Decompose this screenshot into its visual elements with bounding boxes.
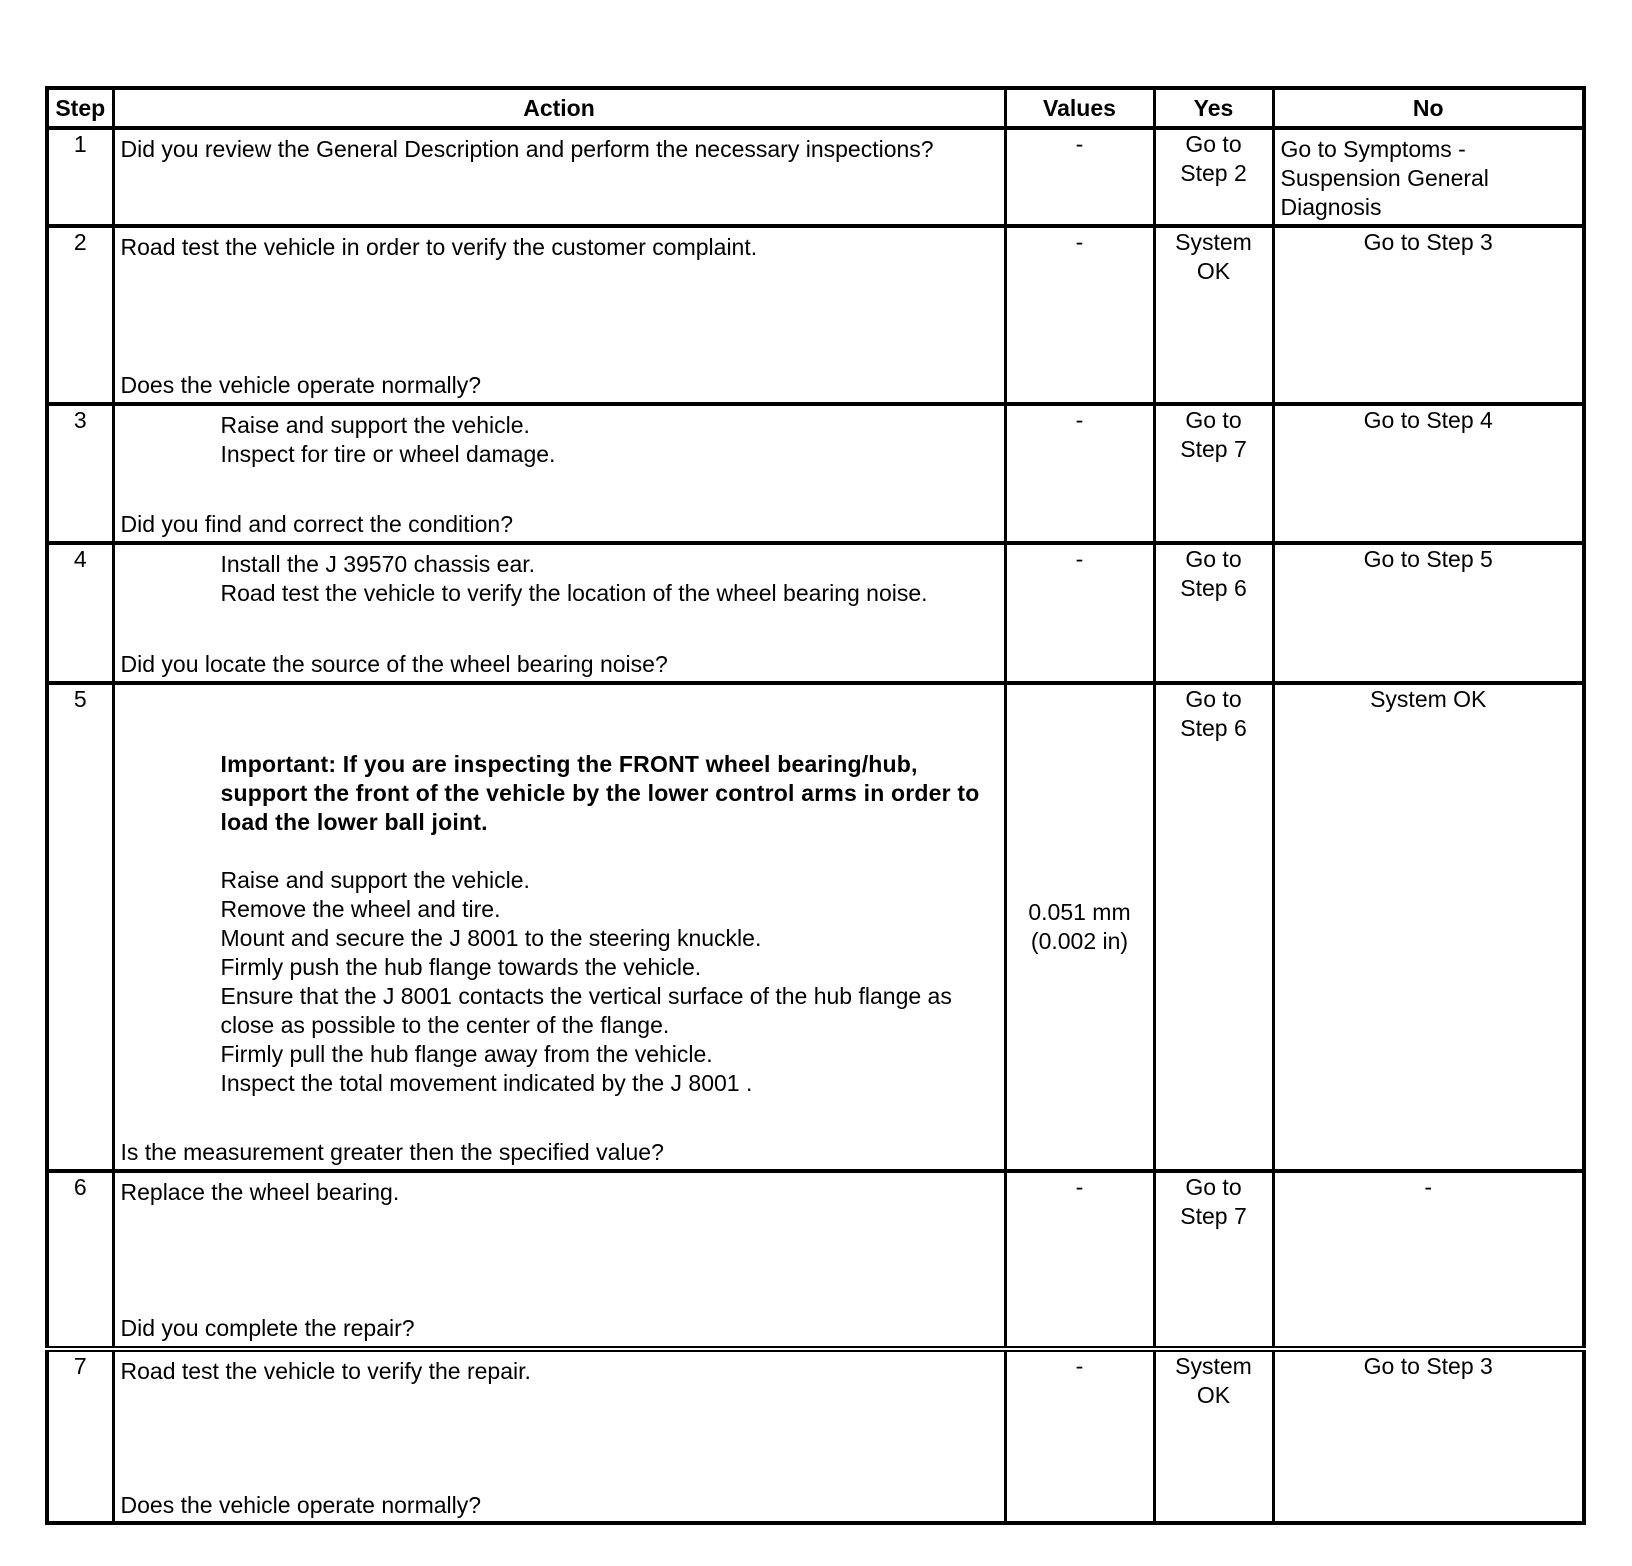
important-note: Important: If you are inspecting the FRONT wheel bearing/hub, support the front of the vehicle by the lower control arms in order to load the lower ball joint. [220, 751, 980, 835]
action-text: Road test the vehicle to verify the repair. [120, 1358, 531, 1384]
question-text: Does the vehicle operate normally? [120, 1492, 482, 1518]
action-cell [113, 128, 1005, 226]
action-text: Ensure that the J 8001 contacts the vertical surface of the hub flange as close as possible to the center of the flange. [220, 983, 952, 1038]
yes-line: Step 6 [1180, 715, 1247, 741]
action-cell [113, 226, 1005, 404]
yes-line: Go to [1185, 131, 1242, 157]
yes-line: Step 2 [1180, 160, 1247, 186]
action-text: Inspect the total movement indicated by the J 8001 . [220, 1070, 753, 1096]
question-text: Is the measurement greater then the specified value? [120, 1139, 664, 1165]
values-cell: - [1005, 1349, 1154, 1523]
yes-line: OK [1196, 258, 1231, 284]
action-cell [113, 543, 1005, 683]
action-cell [113, 683, 1005, 1171]
no-line: Go to Symptoms - [1280, 136, 1466, 162]
action-cell [113, 1171, 1005, 1349]
yes-cell [1154, 1349, 1273, 1523]
action-text: Road test the vehicle to verify the location of the wheel bearing noise. [220, 580, 928, 606]
step-number: 7 [47, 1349, 113, 1523]
yes-line: Go to [1185, 407, 1242, 433]
values-cell: - [1005, 128, 1154, 226]
values-cell: - [1005, 1171, 1154, 1349]
spacer [121, 837, 998, 866]
values-cell: - [1005, 404, 1154, 543]
no-cell: Go to Step 3 [1273, 226, 1584, 404]
yes-line: Step 7 [1180, 1203, 1247, 1229]
table-row-step-2 [47, 226, 1584, 404]
header-yes: Yes [1154, 88, 1273, 128]
yes-line: Go to [1185, 546, 1242, 572]
header-action: Action [113, 88, 1005, 128]
yes-cell [1154, 128, 1273, 226]
header-row [47, 88, 1584, 128]
action-text: Replace the wheel bearing. [120, 1179, 400, 1205]
action-cell [113, 1349, 1005, 1523]
yes-line: System [1175, 229, 1252, 255]
step-number: 2 [47, 226, 113, 404]
table-row-step-7 [47, 1349, 1584, 1523]
values-cell: - [1005, 543, 1154, 683]
no-cell: Go to Step 3 [1273, 1349, 1584, 1523]
action-cell [113, 404, 1005, 543]
table-row-step-5 [47, 683, 1584, 1171]
value-imperial: (0.002 in) [1030, 928, 1129, 954]
step-number: 5 [47, 683, 113, 1171]
question-text: Did you complete the repair? [120, 1315, 415, 1341]
step-number: 6 [47, 1171, 113, 1349]
step-number: 4 [47, 543, 113, 683]
yes-cell [1154, 543, 1273, 683]
action-text: Firmly push the hub flange towards the vehicle. [220, 954, 702, 980]
values-cell: - [1005, 226, 1154, 404]
action-text: Install the J 39570 chassis ear. [220, 551, 536, 577]
no-cell: Go to Step 4 [1273, 404, 1584, 543]
action-text: Inspect for tire or wheel damage. [220, 441, 556, 467]
question-text: Did you locate the source of the wheel bearing noise? [120, 651, 668, 677]
yes-cell [1154, 404, 1273, 543]
values-cell [1005, 683, 1154, 1171]
no-cell: - [1273, 1171, 1584, 1349]
yes-cell [1154, 1171, 1273, 1349]
yes-cell [1154, 683, 1273, 1171]
action-text: Did you review the General Description and perform the necessary inspections? [120, 136, 934, 162]
header-no: No [1273, 88, 1584, 128]
yes-line: Go to [1185, 686, 1242, 712]
yes-line: Step 6 [1180, 575, 1247, 601]
question-text: Did you find and correct the condition? [120, 511, 514, 537]
table-row-step-1 [47, 128, 1584, 226]
header-step: Step [47, 88, 113, 128]
yes-line: Step 7 [1180, 436, 1247, 462]
table-row-step-3 [47, 404, 1584, 543]
yes-cell [1154, 226, 1273, 404]
yes-line: System [1175, 1353, 1252, 1379]
yes-line: OK [1196, 1382, 1231, 1408]
action-text: Raise and support the vehicle. [220, 412, 530, 438]
value-metric: 0.051 mm [1028, 899, 1131, 925]
action-text: Road test the vehicle in order to verify the customer complaint. [120, 234, 758, 260]
no-cell: System OK [1273, 683, 1584, 1171]
no-line: Diagnosis [1280, 194, 1382, 220]
action-text: Raise and support the vehicle. [220, 867, 530, 893]
no-line: Suspension General [1280, 165, 1489, 191]
step-number: 1 [47, 128, 113, 226]
table-row-step-4 [47, 543, 1584, 683]
action-text: Remove the wheel and tire. [220, 896, 501, 922]
no-cell: Go to Step 5 [1273, 543, 1584, 683]
yes-line: Go to [1185, 1174, 1242, 1200]
diagnostic-table [45, 86, 1586, 1525]
table-row-step-6 [47, 1171, 1584, 1349]
step-number: 3 [47, 404, 113, 543]
header-values: Values [1005, 88, 1154, 128]
action-text: Firmly pull the hub flange away from the vehicle. [220, 1041, 713, 1067]
no-cell [1273, 128, 1584, 226]
action-text: Mount and secure the J 8001 to the steering knuckle. [220, 925, 762, 951]
question-text: Does the vehicle operate normally? [120, 372, 482, 398]
